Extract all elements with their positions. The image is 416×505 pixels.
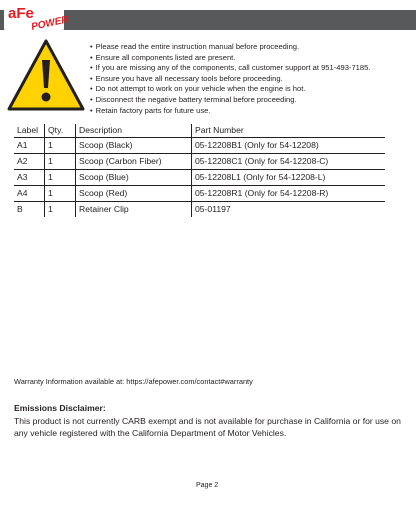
instruction-item: • Please read the entire instruction manual before proceeding.	[90, 42, 370, 53]
cell-description: Scoop (Carbon Fiber)	[76, 154, 192, 170]
cell-label: A2	[17, 156, 28, 166]
cell-qty: 1	[45, 202, 76, 218]
cell-qty: 1	[45, 154, 76, 170]
emissions-title: Emissions Disclaimer:	[14, 403, 106, 413]
cell-part-number: 05-12208C1 (Only for 54-12208-C)	[192, 154, 386, 170]
logo-text-bottom: POWER	[30, 14, 70, 33]
instruction-list	[90, 42, 370, 116]
header-label: Label	[17, 125, 39, 135]
table-row	[14, 170, 385, 186]
table-row	[14, 186, 385, 202]
cell-part-number: 05-12208B1 (Only for 54-12208)	[192, 138, 386, 154]
parts-table	[14, 124, 385, 217]
instruction-item: • If you are missing any of the components, call customer support at 951-493-7185.	[90, 63, 370, 74]
table-header-row	[14, 124, 385, 138]
table-row	[14, 154, 385, 170]
header-qty: Qty.	[45, 124, 76, 138]
header-description: Description	[76, 124, 192, 138]
warranty-info: Warranty Information available at: https://afepower.com/contact#warranty	[14, 377, 253, 386]
instruction-item: • Ensure all components listed are present.	[90, 53, 370, 64]
emissions-body: This product is not currently CARB exempt and is not available for purchase in California or for use on any vehicle registered with the California Department of Motor Vehicles.	[14, 416, 401, 438]
cell-description: Scoop (Red)	[76, 186, 192, 202]
cell-label: A1	[17, 140, 28, 150]
warning-triangle-icon	[6, 38, 86, 112]
header-part-number: Part Number	[192, 124, 386, 138]
logo-text-top: aFe	[8, 5, 34, 22]
instruction-item: • Ensure you have all necessary tools before proceeding.	[90, 74, 370, 85]
table-row	[14, 202, 385, 218]
cell-label: A4	[17, 188, 28, 198]
afe-power-logo	[2, 1, 70, 35]
cell-part-number: 05-01197	[192, 202, 386, 218]
cell-description: Scoop (Black)	[76, 138, 192, 154]
cell-qty: 1	[45, 138, 76, 154]
page-number: Page 2	[196, 482, 219, 489]
table-row	[14, 138, 385, 154]
cell-label: A3	[17, 172, 28, 182]
instruction-item: • Disconnect the negative battery terminal before proceeding.	[90, 95, 370, 106]
cell-part-number: 05-12208R1 (Only for 54-12208-R)	[192, 186, 386, 202]
cell-qty: 1	[45, 186, 76, 202]
cell-label: B	[17, 204, 23, 214]
cell-qty: 1	[45, 170, 76, 186]
cell-description: Scoop (Blue)	[76, 170, 192, 186]
instruction-item: • Do not attempt to work on your vehicle when the engine is hot.	[90, 84, 370, 95]
instruction-item: • Retain factory parts for future use.	[90, 106, 370, 117]
cell-description: Retainer Clip	[76, 202, 192, 218]
cell-part-number: 05-12208L1 (Only for 54-12208-L)	[192, 170, 386, 186]
